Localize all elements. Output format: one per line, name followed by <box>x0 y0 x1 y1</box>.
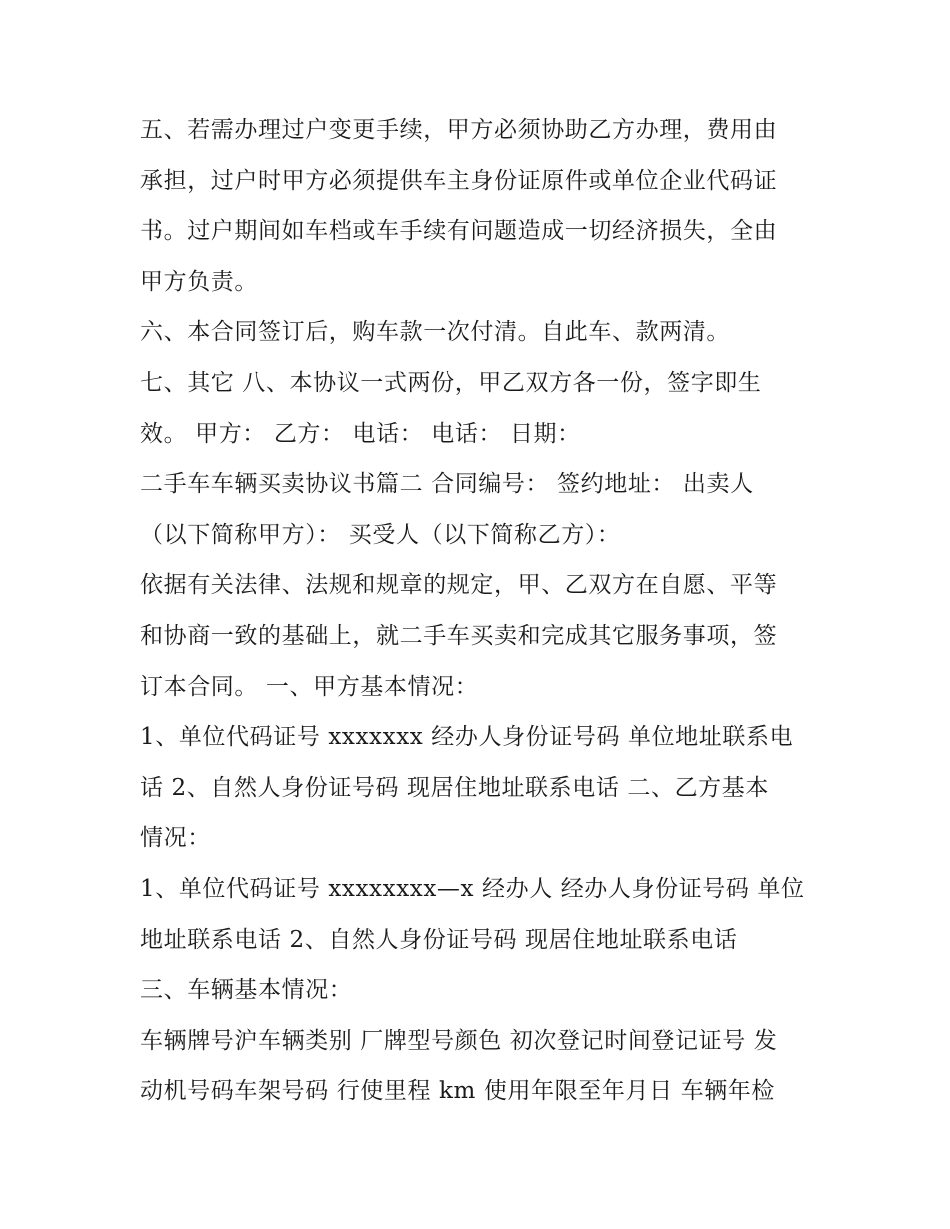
clause-five-paragraph <box>140 105 820 307</box>
vehicle-info-heading <box>140 965 820 1016</box>
legal-basis-paragraph <box>140 560 820 712</box>
party-a-info-paragraph <box>140 712 820 864</box>
text-line: 地址联系电话 2、自然人身份证号码 现居住地址联系电话 <box>140 926 738 953</box>
text-line: 依据有关法律、法规和规章的规定，甲、乙双方在自愿、平等 <box>140 572 778 599</box>
text-line: 车辆牌号沪车辆类别 厂牌型号颜色 初次登记时间登记证号 发 <box>140 1027 778 1054</box>
text-line: 1、单位代码证号 xxxxxxxx—x 经办人 经办人身份证号码 单位 <box>140 875 805 902</box>
contract-two-header-paragraph <box>140 459 820 560</box>
clause-six-paragraph <box>140 307 820 358</box>
text-line: 订本合同。 一、甲方基本情况： <box>140 673 479 700</box>
text-line: 三、车辆基本情况： <box>140 977 353 1004</box>
text-line: 动机号码车架号码 行使里程 km 使用年限至年月日 车辆年检 <box>140 1078 775 1105</box>
text-line: 六、本合同签订后，购车款一次付清。自此车、款两清。 <box>140 319 730 346</box>
party-b-info-paragraph <box>140 864 820 965</box>
text-line: 情况： <box>140 825 211 852</box>
text-line: 1、单位代码证号 xxxxxxx 经办人身份证号码 单位地址联系电 <box>140 724 794 751</box>
text-line: 二手车车辆买卖协议书篇二 合同编号： 签约地址： 出卖人 <box>140 471 754 498</box>
text-line: 五、若需办理过户变更手续，甲方必须协助乙方办理，费用由 <box>140 117 778 143</box>
text-line: 和协商一致的基础上，就二手车买卖和完成其它服务事项，签 <box>140 622 778 649</box>
text-line: 书。过户期间如车档或车手续有问题造成一切经济损失，全由 <box>140 218 778 245</box>
vehicle-info-paragraph <box>140 1016 820 1117</box>
clause-seven-eight-paragraph <box>140 358 820 459</box>
text-line: 效。 甲方： 乙方： 电话： 电话： 日期： <box>140 420 581 447</box>
text-line: （以下简称甲方）： 买受人（以下简称乙方）： <box>140 521 621 548</box>
text-line: 话 2、自然人身份证号码 现居住地址联系电话 二、乙方基本 <box>140 774 769 801</box>
text-line: 七、其它 八、本协议一式两份，甲乙双方各一份，签字即生 <box>140 369 762 396</box>
text-line: 承担，过户时甲方必须提供车主身份证原件或单位企业代码证 <box>140 167 778 194</box>
document-body <box>140 105 820 1117</box>
text-line: 甲方负责。 <box>140 268 258 295</box>
